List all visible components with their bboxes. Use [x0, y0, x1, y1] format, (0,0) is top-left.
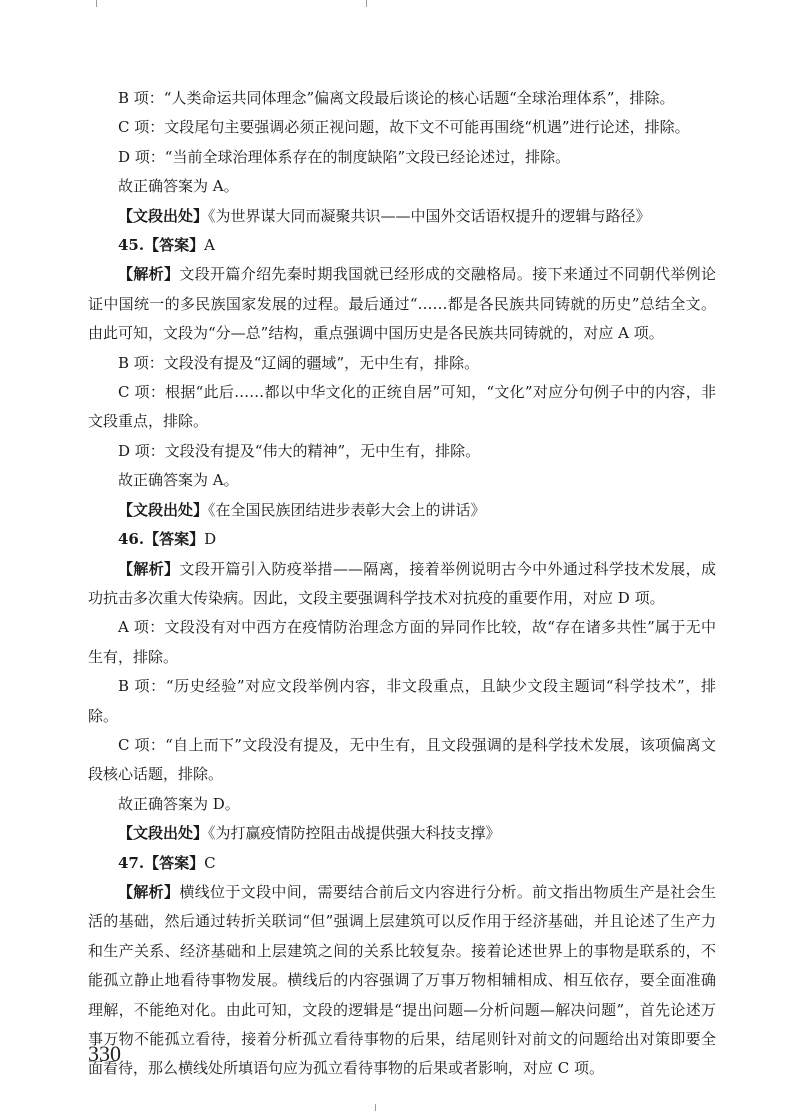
- section-label: 【解析】: [118, 265, 180, 284]
- paragraph: [88, 437, 716, 466]
- section-label: 【文段出处】: [118, 206, 209, 225]
- paragraph: [88, 378, 716, 437]
- paragraph: [88, 672, 716, 731]
- paragraph: [88, 466, 716, 495]
- paragraph-text: 故正确答案为 A。: [118, 471, 239, 490]
- paragraph-text: 《为打赢疫情防控阻击战提供强大科技支撑》: [208, 824, 501, 843]
- paragraph-text: B 项：“人类命运共同体理念”偏离文段最后谈论的核心话题“全球治理体系”，排除。: [118, 89, 675, 107]
- paragraph: [88, 878, 716, 1084]
- paragraph-text: A 项：文段没有对中西方在疫情防治理念方面的异同作比较，故“存在诸多共性”属于无中生有，排除。: [88, 618, 716, 666]
- paragraph-text: C 项：“自上而下”文段没有提及，无中生有，且文段强调的是科学技术发展，该项偏离文段核心话题，排除。: [88, 735, 716, 784]
- paragraph: [88, 731, 716, 790]
- paragraph: [88, 496, 716, 525]
- paragraph-text: 故正确答案为 D。: [118, 794, 240, 813]
- paragraph-text: D 项：“当前全球治理体系存在的制度缺陷”文段已经论述过，排除。: [118, 147, 571, 166]
- paragraph-text: 文段开篇引入防疫举措——隔离，接着举例说明古今中外通过科学技术发展，成功抗击多次重大传染病。因此，文段主要强调科学技术对抗疫的重要作用，对应 D 项。: [88, 559, 716, 607]
- paragraph-text: 《在全国民族团结进步表彰大会上的讲话》: [208, 500, 486, 519]
- paragraph: [88, 525, 716, 554]
- paragraph-text: C 项：根据“此后……都以中华文化的正统自居”可知，“文化”对应分句例子中的内容，非文段重点，排除。: [88, 383, 716, 431]
- paragraph-text: 横线位于文段中间，需要结合前后文内容进行分析。前文指出物质生产是社会生活的基础，然后通过转折关联词“但”强调上层建筑可以反作用于经济基础，并且论述了生产力和生产关系、经济基础和上层建筑之间的关系比较复杂。接着论述世界上的事物是联系的，不能孤立静止地看待事物发展。横线后的内容强调了万事万物相辅相成、相互依存，要全面准确理解，不能绝对化。由此可知，文段的逻辑是“提出问题—分析问题—解决问题”，首先论述万事万物不能孤立看待，接着分析孤立看待事物的后果，结尾则针对前文的问题给出对策即要全面看待，那么横线处所填语句应为孤立看待事物的后果或者影响，对应 C 项。: [88, 882, 716, 1078]
- paragraph: [88, 849, 716, 878]
- section-label: 【解析】: [118, 559, 180, 578]
- scan-mark: [375, 1104, 376, 1111]
- document-body: [88, 84, 716, 1084]
- paragraph: [88, 613, 716, 672]
- paragraph-text: 故正确答案为 A。: [118, 177, 239, 196]
- paragraph-text: C 项：文段尾句主要强调必须正视问题，故下文不可能再围绕“机遇”进行论述，排除。: [118, 118, 690, 137]
- paragraph-text: B 项：“历史经验”对应文段举例内容，非文段重点，且缺少文段主题词“科学技术”，排除。: [88, 677, 716, 725]
- paragraph: [88, 819, 716, 848]
- paragraph: [88, 172, 716, 201]
- paragraph-text: C: [204, 853, 216, 872]
- paragraph-text: 文段开篇介绍先秦时期我国就已经形成的交融格局。接下来通过不同朝代举例论证中国统一的多民族国家发展的过程。最后通过“……都是各民族共同铸就的历史”总结全文。由此可知，文段为“分—总”结构，重点强调中国历史是各民族共同铸就的，对应 A 项。: [88, 265, 716, 343]
- paragraph: [88, 113, 716, 142]
- paragraph-text: D: [204, 530, 217, 549]
- section-label: 46.【答案】: [118, 530, 205, 549]
- paragraph: [88, 790, 716, 819]
- scan-mark: [96, 0, 97, 7]
- paragraph: [88, 555, 716, 614]
- section-label: 【解析】: [118, 882, 180, 901]
- scan-mark: [366, 0, 367, 7]
- paragraph: [88, 143, 716, 172]
- section-label: 【文段出处】: [118, 500, 209, 519]
- page-number: 330: [88, 1041, 121, 1066]
- section-label: 47.【答案】: [118, 853, 205, 872]
- paragraph: [88, 231, 716, 260]
- paragraph: [88, 260, 716, 348]
- paragraph: [88, 202, 716, 231]
- paragraph-text: B 项：文段没有提及“辽阔的疆域”，无中生有，排除。: [118, 353, 480, 372]
- paragraph: [88, 84, 716, 113]
- paragraph-text: A: [204, 236, 215, 255]
- section-label: 【文段出处】: [118, 824, 209, 843]
- paragraph: [88, 349, 716, 378]
- section-label: 45.【答案】: [118, 236, 205, 255]
- paragraph-text: D 项：文段没有提及“伟大的精神”，无中生有，排除。: [118, 441, 481, 460]
- paragraph-text: 《为世界谋大同而凝聚共识——中国外交话语权提升的逻辑与路径》: [208, 206, 651, 225]
